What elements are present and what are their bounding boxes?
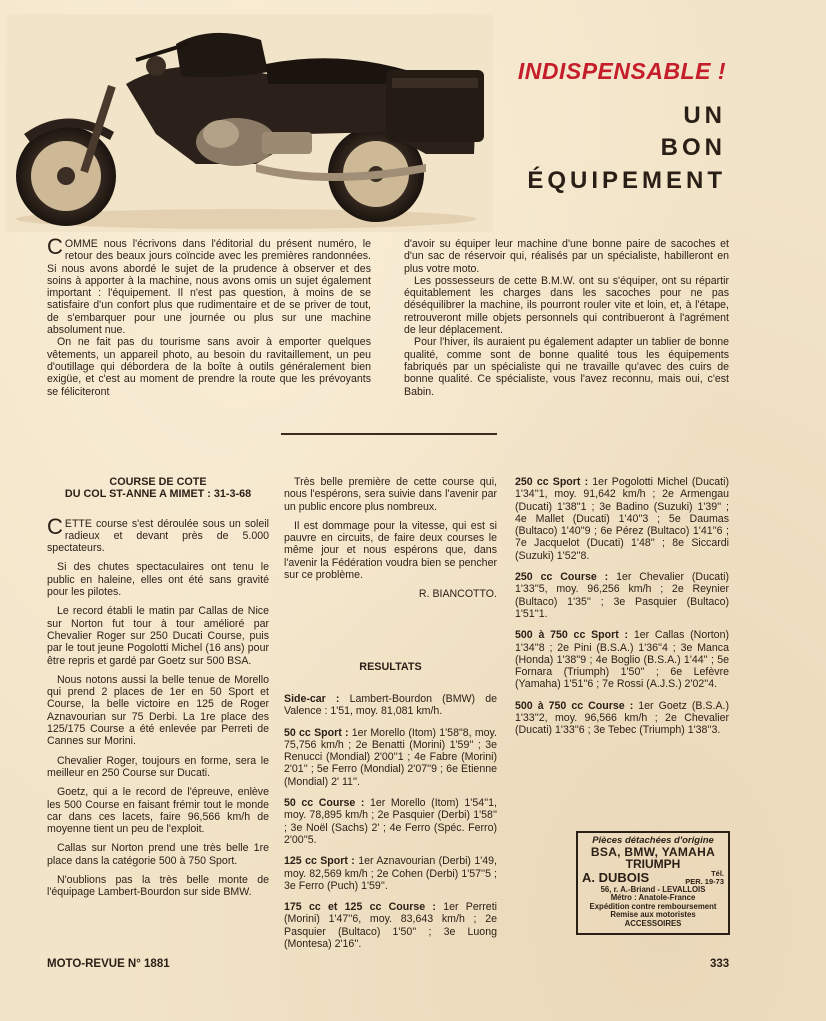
course-paragraph-6: Goetz, qui a le record de l'épreuve, enlève les 500 Course en faisant frémir tout le monde car dans ces lacets, faire 96,566 km/h de moyenne tient un peu de l'exploit. (47, 786, 269, 836)
headline-line-3: ÉQUIPEMENT (527, 167, 726, 194)
ad-company-name: A. DUBOIS (582, 870, 650, 885)
course-dropcap: C (47, 513, 63, 539)
author-signature: R. BIANCOTTO. (418, 588, 497, 601)
result-category: 125 cc Sport : (284, 855, 355, 868)
ad-accessories: ACCESSOIRES (624, 918, 682, 928)
result-entry (515, 571, 729, 620)
result-text: 1er Chevalier (Ducati) 1'33''5, moy. 96,256 km/h ; 2e Reynier (Bultaco) 1'35'' ; 3e Pasquier (Bultaco) 1'51''1. (515, 571, 729, 620)
intro-paragraph-3: d'avoir su équiper leur machine d'une bonne paire de sacoches et d'un sac de réservoir qui, réalisés par un spécialiste, habilleront en plus votre moto. (404, 238, 729, 275)
motorcycle-photo (6, 14, 493, 232)
course-paragraph-3: Le record établi le matin par Callas de Nice sur Norton fut tour à tour amélioré par Chevalier Roger sur 250 Ducati Course, puis par le tout jeune Pogolotti Michel (16 ans) pour être repris et gardé par Goetz sur 500 BSA. (47, 605, 269, 667)
course-column-2 (284, 476, 497, 959)
headline-line-1: UN (683, 102, 726, 129)
footer-magazine-issue: MOTO-REVUE N° 1881 (47, 958, 170, 970)
result-category: 50 cc Sport : (284, 726, 349, 739)
results-list-a (284, 693, 497, 950)
intro-paragraph-1: OMME nous l'écrivons dans l'éditorial du présent numéro, le retour des beaux jours coïncide avec les premières randonnées. Si nous avons abordé le sujet de la prudence à observer et des soins à apporter à la machine, nous avons omis un sujet également important : l'équipement. Il n'est pas question, à moins de se satisfaire d'un confort plus que rudimentaire et de se priver de tout, de s'embarquer pour une journée ou plus sur une machine absolument nue. (47, 238, 371, 337)
ad-line-brands: BSA, BMW, YAMAHA (590, 844, 716, 859)
headline-line-2: BON (660, 134, 726, 161)
ad-line-triumph: TRIUMPH (625, 856, 681, 871)
intro-column-right (404, 238, 729, 398)
intro-paragraph-5: Pour l'hiver, ils auraient pu également adapter un tablier de bonne qualité, comme sont de bonne qualité tous les équipements fabriqués par un spécialiste qui ne travaille qu'avec des cuirs de bonne qualité. Ce spécialiste, vous l'avez reconnu, mais oui, c'est Babin. (404, 336, 729, 398)
result-text: 1er Morello (Itom) 1'54''1, moy. 78,895 km/h ; 2e Pasquier (Derbi) 1'58'' ; 3e Noël (Sachs) 2' ; 4e Ferro (Spéc. Ferro) 2'00''5. (284, 797, 497, 846)
result-category: 250 cc Course : (515, 571, 609, 584)
result-entry (284, 693, 497, 718)
result-text: 1er Callas (Norton) 1'34''8 ; 2e Pini (B.S.A.) 1'36''4 ; 3e Manca (Honda) 1'38''9 ; 4e Boglio (B.S.A.) 1'44'' ; 5e Fornara (Triumph) 1'50'' ; 6e Lefèvre (Yamaha) 1'51''6 ; 7e Rossi (A.J.S.) 2'02''4. (515, 629, 729, 691)
course-paragraph-2: Si des chutes spectaculaires ont tenu le public en haleine, elles ont été sans gravité pour les pilotes. (47, 561, 269, 599)
result-category: 175 cc et 125 cc Course : (284, 901, 436, 914)
intro-column-left (47, 234, 371, 398)
course-column-1 (47, 476, 269, 899)
ad-address: 56, r. A.-Briand - LEVALLOIS (600, 884, 706, 894)
ad-line-parts: Pièces détachées d'origine (592, 835, 714, 846)
course-paragraph-1: ETTE course s'est déroulée sous un soleil radieux et devant près de 5.000 spectateurs. (47, 517, 269, 555)
course-title-line-2: DU COL ST-ANNE A MIMET : 31-3-68 (64, 488, 252, 501)
result-text: 1er Aznavourian (Derbi) 1'49, moy. 82,569 km/h ; 2e Cohen (Derbi) 1'57''5 ; 3e Ferro (Puch) 1'59''. (284, 855, 497, 892)
course-paragraph-10: Il est dommage pour la vitesse, qui est si pauvre en circuits, de faire deux courses le même jour et nous espérons que, dans l'avenir la Fédération voudra bien se pencher sur ce problème. (284, 519, 497, 582)
result-category: Side-car : (284, 692, 340, 705)
result-category: 50 cc Course : (284, 797, 365, 810)
result-entry (515, 476, 729, 562)
result-entry (284, 727, 497, 788)
intro-paragraph-4: Les possesseurs de cette B.M.W. ont su s'équiper, ont su répartir équitablement les charges dans les sacoches pour ne pas déséquilibrer la machine, ils pourront rouler vite et loin, et, à l'étape, retrouveront mille objets personnels qui contribueront à l'agrément de leur déplacement. (404, 274, 729, 337)
ad-shipping: Expédition contre remboursement (589, 901, 717, 911)
results-list-b (515, 476, 729, 746)
ad-tel: PER. 19-73 (685, 876, 724, 886)
result-entry (515, 700, 729, 737)
footer-page-number: 333 (710, 958, 730, 970)
result-text: 1er Morello (Itom) 1'58"8, moy. 75,756 km/h ; 2e Benatti (Morini) 1'59'' ; 3e Renucci (Mondial) 2'00''1 ; 4e Fabre (Morini) 2'01'' ; 5e Ferro (Mondial) 2'07''9 ; 6e Etienne (Mondial) 2' 11''. (284, 726, 497, 788)
result-entry (284, 901, 497, 950)
course-paragraph-8: N'oublions pas la très belle monte de l'équipage Lambert-Bourdon sur side BMW. (47, 874, 269, 899)
intro-paragraph-2: On ne fait pas du tourisme sans avoir à emporter quelques vêtements, un appareil photo, au besoin du ravitaillement, un peu d'outillage qui débordera de la boîte à outils généralement bien exigüe, et c'est au moment de prendre la route que les prévoyants se féliciteront (47, 336, 371, 398)
result-text: Lambert-Bourdon (BMW) de Valence : 1'51, moy. 81,081 km/h. (284, 692, 497, 718)
result-entry (284, 855, 497, 892)
section-divider (281, 433, 497, 435)
result-category: 250 cc Sport : (515, 476, 589, 488)
kicker-indispensable: INDISPENSABLE ! (517, 58, 726, 84)
result-text: 1er Pogolotti Michel (Ducati) 1'34''1, moy. 91,642 km/h ; 2e Armengau (Ducati) 1'38''1 ; 3e Badino (Suzuki) 1'39'' ; 4e Mallet (Ducati) 1'40''3 ; 5e Daumas (Bultaco) 1'40''9 ; 6e Pérez (Bultaco) 1'41''6 ; 7e Jacquelot (Ducati) 1'48'' ; 8e Siccardi (Suzuki) 1'52''8. (515, 476, 729, 562)
result-entry (284, 797, 497, 846)
course-paragraph-5: Chevalier Roger, toujours en forme, sera le meilleur en 250 Course sur Ducati. (47, 754, 269, 779)
result-category: 500 à 750 cc Sport : (515, 629, 629, 642)
course-paragraph-7: Callas sur Norton prend une très belle 1re place dans la catégorie 500 à 750 Sport. (47, 842, 269, 867)
dubois-advertisement (576, 831, 730, 935)
course-title-line-1: COURSE DE COTE (109, 476, 207, 488)
course-paragraph-9: Très belle première de cette course qui, nous l'espérons, sera suivie dans l'avenir par un public encore plus nombreux. (284, 476, 497, 513)
ad-discount: Remise aux motoristes (610, 910, 696, 920)
result-text: 1er Perreti (Morini) 1'47''6, moy. 83,643 km/h ; 2e Pasquier (Bultaco) 1'50'' ; 3e Luong (Montesa) 2'16''. (284, 901, 497, 951)
ad-metro: Métro : Anatole-France (610, 893, 696, 903)
course-paragraph-4: Nous notons aussi la belle tenue de Morello qui prend 2 places de 1er en 50 Sport et Course, la belle victoire en 125 de Roger Aznavourian sur 75 Derbi. La 1re place des 125/175 Course a été enlevée par Perreti de Cannes sur Morini. (47, 673, 269, 748)
results-title: RESULTATS (359, 660, 422, 673)
result-entry (515, 629, 729, 690)
result-category: 500 à 750 cc Course : (515, 699, 634, 712)
result-text: 1er Goetz (B.S.A.) 1'33''2, moy. 96,566 km/h ; 2e Chevalier (Ducati) 1'33''6 ; 3e Tebec (Triumph) 1'38''3. (515, 699, 729, 737)
ad-tel-label: Tél. (711, 868, 724, 878)
intro-dropcap: C (47, 234, 63, 259)
